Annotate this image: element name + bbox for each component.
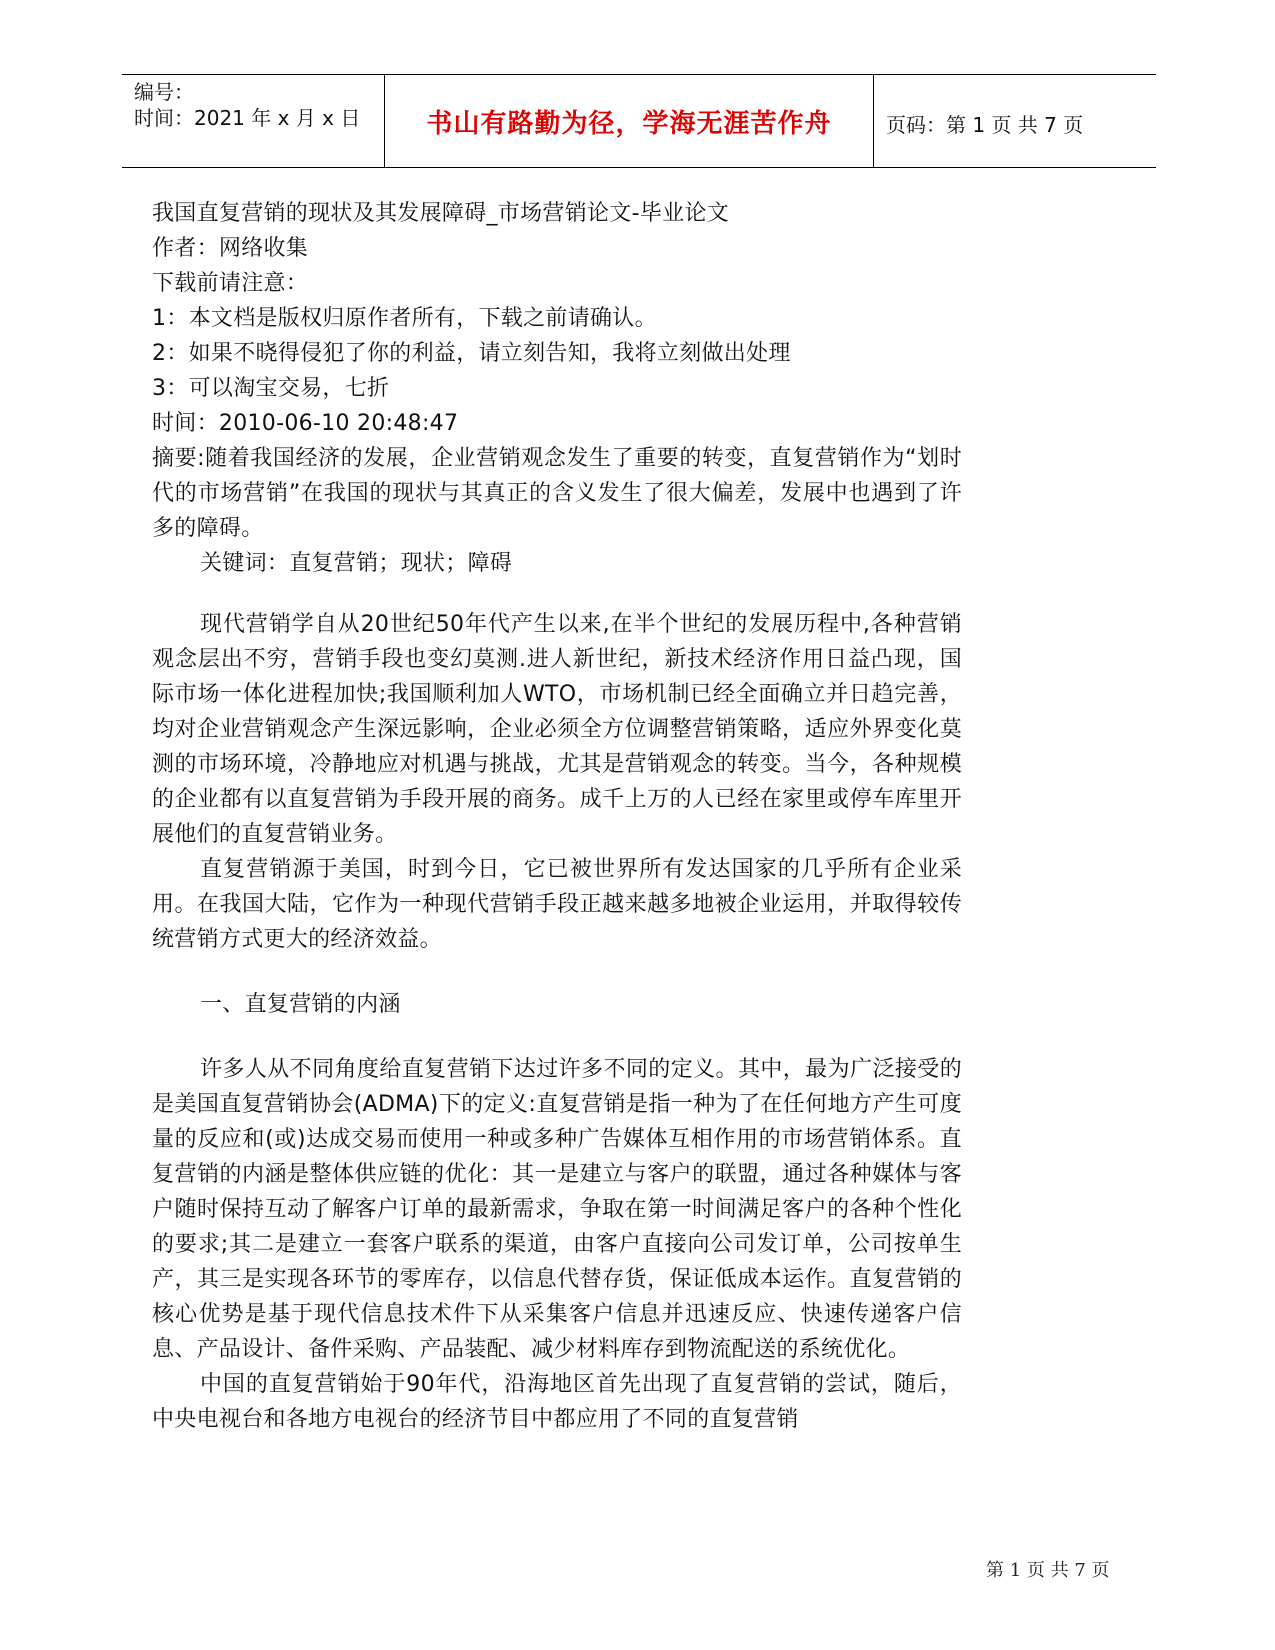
abstract: 摘要:随着我国经济的发展，企业营销观念发生了重要的转变，直复营销作为“划时代的市场营销”在我国的现状与其真正的含义发生了很大偏差，发展中也遇到了许多的障碍。 <box>152 446 962 541</box>
serial-label: 编号： <box>134 80 194 104</box>
keywords: 关键词：直复营销；现状；障碍 <box>200 551 513 576</box>
notice-item: 3：可以淘宝交易，七折 <box>152 376 390 401</box>
section-heading: 一、直复营销的内涵 <box>200 992 401 1017</box>
header-meta-cell <box>122 75 385 167</box>
spacer <box>152 581 962 607</box>
notice-item: 2：如果不晓得侵犯了你的利益，请立刻告知，我将立刻做出处理 <box>152 341 791 366</box>
date-label: 时间：2021 年 x 月 x 日 <box>134 106 361 130</box>
document-author: 作者：网络收集 <box>152 236 309 261</box>
body-paragraph: 直复营销源于美国，时到今日，它已被世界所有发达国家的几乎所有企业采用。在我国大陆，它作为一种现代营销手段正越来越多地被企业运用，并取得较传统营销方式更大的经济效益。 <box>152 857 962 952</box>
spacer <box>152 957 962 987</box>
motto-text: 书山有路勤为径，学海无涯苦作舟 <box>426 109 832 139</box>
page-footer: 第 1 页 共 7 页 <box>986 1560 1110 1581</box>
body-paragraph: 许多人从不同角度给直复营销下达过许多不同的定义。其中，最为广泛接受的是美国直复营销协会(ADMA)下的定义:直复营销是指一种为了在任何地方产生可度量的反应和(或)达成交易而使用一种或多种广告媒体互相作用的市场营销体系。直复营销的内涵是整体供应链的优化：其一是建立与客户的联盟，通过各种媒体与客户随时保持互动了解客户订单的最新需求，争取在第一时间满足客户的各种个性化的要求;其二是建立一套客户联系的渠道，由客户直接向公司发订单，公司按单生产，其三是实现各环节的零库存，以信息代替存货，保证低成本运作。直复营销的核心优势是基于现代信息技术件下从采集客户信息并迅速反应、快速传递客户信息、产品设计、备件采购、产品装配、减少材料库存到物流配送的系统优化。 <box>152 1057 962 1362</box>
header-table <box>122 74 1156 168</box>
body-paragraph: 现代营销学自从20世纪50年代产生以来,在半个世纪的发展历程中,各种营销观念层出不穷，营销手段也变幻莫测.进人新世纪，新技术经济作用日益凸现，国际市场一体化进程加快;我国顺利加人WTO，市场机制已经全面确立并日趋完善，均对企业营销观念产生深远影响，企业必须全方位调整营销策略，适应外界变化莫测的市场环境，冷静地应对机遇与挑战，尤其是营销观念的转变。当今，各种规模的企业都有以直复营销为手段开展的商务。成千上万的人已经在家里或停车库里开展他们的直复营销业务。 <box>152 612 962 847</box>
header-motto-cell <box>385 75 874 167</box>
header-page-cell <box>874 75 1156 167</box>
spacer <box>152 1022 962 1052</box>
notice-item: 1：本文档是版权归原作者所有，下载之前请确认。 <box>152 306 657 331</box>
document-time: 时间：2010-06-10 20:48:47 <box>152 411 459 436</box>
body-paragraph: 中国的直复营销始于90年代，沿海地区首先出现了直复营销的尝试，随后，中央电视台和各地方电视台的经济节目中都应用了不同的直复营销 <box>152 1372 962 1432</box>
notice-heading: 下载前请注意： <box>152 271 309 296</box>
document-body <box>152 196 962 1437</box>
document-title: 我国直复营销的现状及其发展障碍_市场营销论文-毕业论文 <box>152 201 730 226</box>
page-info: 页码：第 1 页 共 7 页 <box>886 113 1084 137</box>
